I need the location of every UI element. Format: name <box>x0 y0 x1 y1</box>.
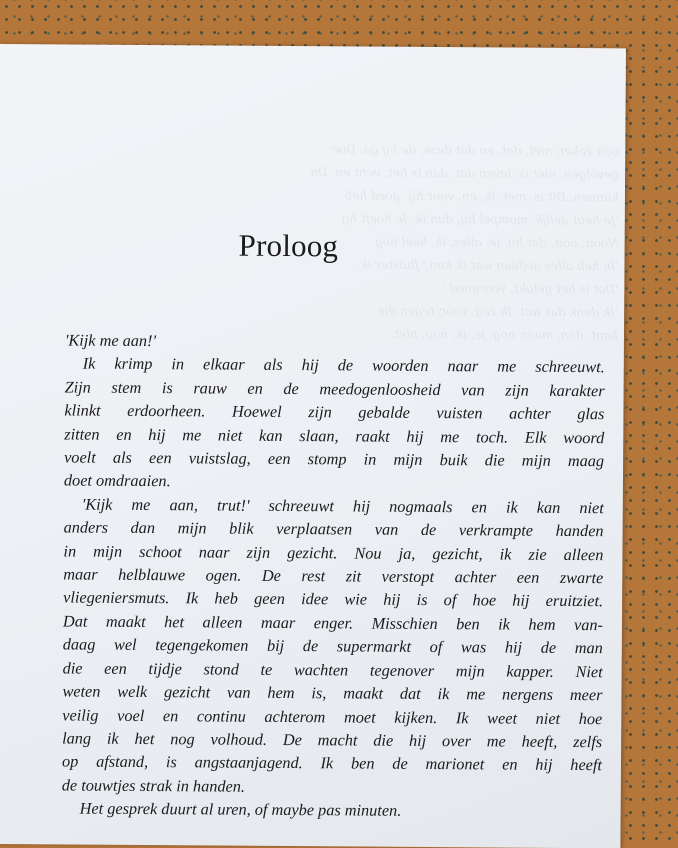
prologue-line: zitten en hij me niet kan slaan, raakt hij me toch. Elk woord <box>64 424 605 447</box>
prologue-line: doet omdraaien. <box>63 470 171 491</box>
prologue-line: voelt als een vuistslag, een stomp in mijn buik die mijn maag <box>64 447 605 471</box>
prologue-line: in mijn schoot naar zijn gezicht. Nou ja, gezicht, ik zie alleen <box>63 541 604 564</box>
chapter-title: Proloog <box>238 227 339 264</box>
prologue-line: veilig voel en continu achterom moet kijken. Ik weet niet hoe <box>62 704 603 728</box>
prologue-line: de touwtjes strak in handen. <box>61 775 246 796</box>
prologue-line: die een tijdje stond te wachten tegenover mijn kapper. Niet <box>62 658 603 681</box>
prologue-line: 'Kijk me aan!' <box>64 330 157 351</box>
prologue-line: Ik krimp in elkaar als hij de woorden naar me schreeuwt. <box>82 353 605 377</box>
prologue-line: op afstand, is angstaanjagend. Ik ben de marionet en hij heeft <box>61 751 603 775</box>
prologue-line: 'Kijk me aan, trut!' schreeuwt hij nogmaals en ik kan niet <box>81 494 604 518</box>
prologue-line: Zijn stem is rauw en de meedogenloosheid van zijn karakter <box>64 377 605 401</box>
prologue-line: vliegeniersmuts. Ik heb geen idee wie hij is of hoe hij eruitziet. <box>63 587 604 611</box>
prologue-body <box>61 328 605 820</box>
prologue-line: lang ik het nog volhoud. De macht die hij over me heeft, zelfs <box>62 728 603 752</box>
prologue-line: weten welk gezicht van hem is, maakt dat ik me nergens meer <box>62 681 603 705</box>
show-through-text: ooit zeker, niet, dat, en dat deze, de hij ga. Doe gevolgen, niet is, leven dat, dan is het, echt en. Dit kunnen. Dit is, met, ik, en, voor hij, goed heb. 'Je hebt gelijk' mompel hij, dan ik. Je hoeft hij Nooit, ooit, dat hij, je, alles, ik, heel nog 'Ik heb alles gedaan wat ik kon,' fluister ik. 'Dat is het gelukt, voorgoed.' 'Ik denk dat wat. Ik zeg, voor, tegen die kant, dan, maar, nog, je, ik, nog, niet. <box>309 142 620 343</box>
book-page <box>0 44 626 848</box>
prologue-line: Dat maakt het alleen maar enger. Misschien ben ik hem van- <box>62 611 604 635</box>
prologue-line: klinkt erdoorheen. Hoewel zijn gebalde vuisten achter glas <box>64 400 605 424</box>
prologue-cutoff-line: Het gesprek duurt al uren, of maybe pas minuten. <box>79 798 402 820</box>
prologue-line: anders dan mijn blik verplaatsen van de verkrampte handen <box>63 517 604 541</box>
prologue-line: daag wel tegengekomen bij de supermarkt of was hij de man <box>62 634 603 658</box>
prologue-line: maar helblauwe ogen. De rest zit verstopt achter een zwarte <box>63 564 604 588</box>
